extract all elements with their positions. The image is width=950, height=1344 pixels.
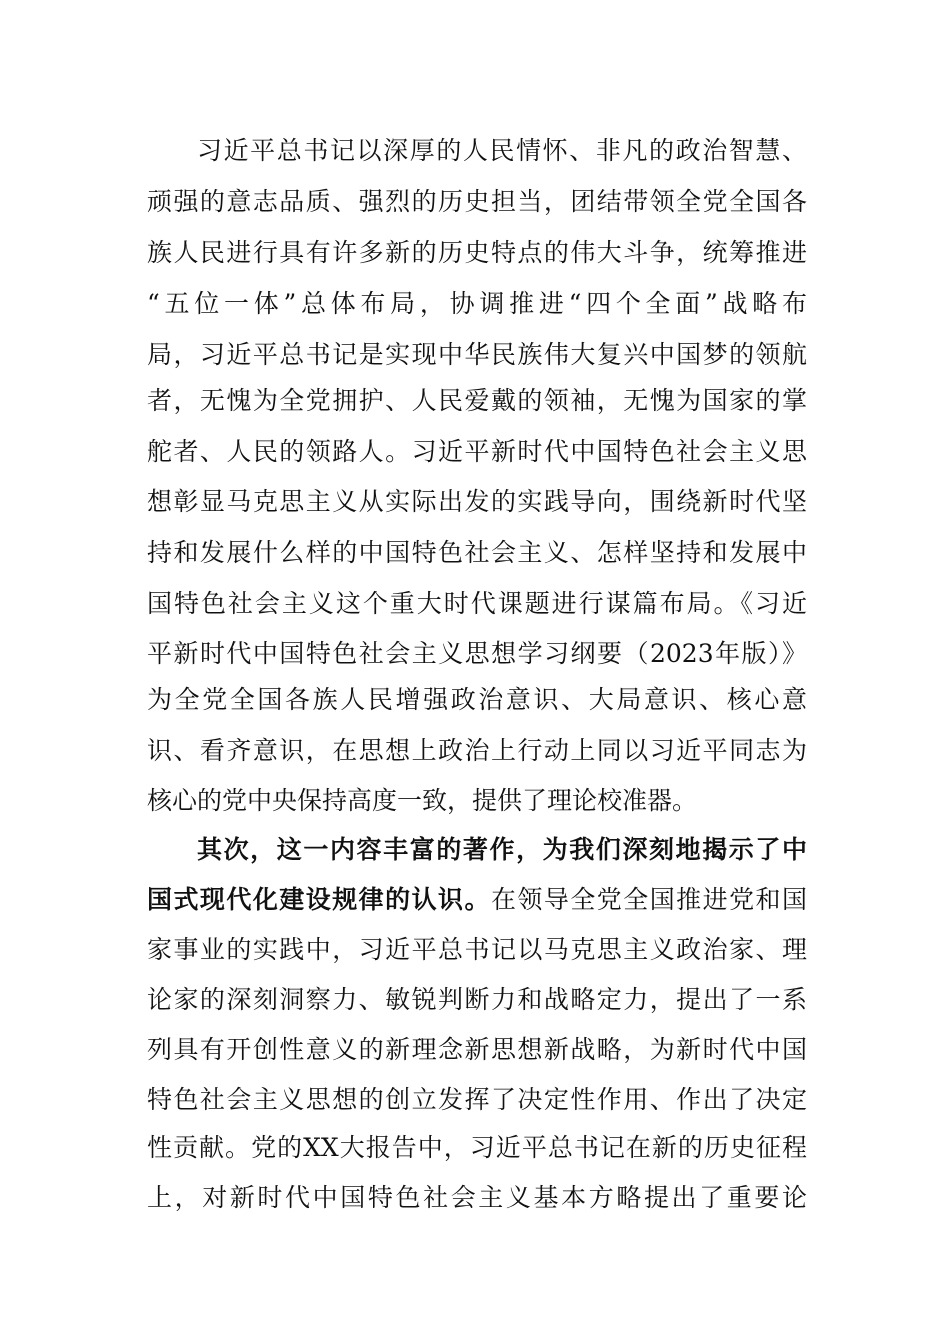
paragraph-1-line-12: 为全党全国各族人民增强政治意识、大局意识、核心意 <box>147 685 807 714</box>
paragraph-2-line-2-bold-part: 国式现代化建设规律的认识。 <box>147 885 491 914</box>
paragraph-1-line-13: 识、看齐意识，在思想上政治上行动上同以习近平同志为 <box>147 736 807 765</box>
paragraph-1-line-10: 国特色社会主义这个重大时代课题进行谋篇布局。《习近 <box>147 589 807 618</box>
paragraph-1-line-7: 舵者、人民的领路人。习近平新时代中国特色社会主义思 <box>147 437 807 466</box>
paragraph-1-line-5: 局，习近平总书记是实现中华民族伟大复兴中国梦的领航 <box>147 340 807 369</box>
paragraph-2-line-8: 上，对新时代中国特色社会主义基本方略提出了重要论 <box>147 1183 807 1212</box>
paragraph-2-line-3: 家事业的实践中，习近平总书记以马克思主义政治家、理 <box>147 935 807 964</box>
paragraph-2-line-1-bold: 其次，这一内容丰富的著作，为我们深刻地揭示了中 <box>197 835 807 864</box>
paragraph-1-line-1: 习近平总书记以深厚的人民情怀、非凡的政治智慧、 <box>197 136 807 165</box>
paragraph-1-line-3: 族人民进行具有许多新的历史特点的伟大斗争，统筹推进 <box>147 238 807 267</box>
paragraph-1-line-2: 顽强的意志品质、强烈的历史担当，团结带领全党全国各 <box>147 187 807 216</box>
paragraph-1-line-6: 者，无愧为全党拥护、人民爱戴的领袖，无愧为国家的掌 <box>147 386 807 415</box>
paragraph-1-line-11: 平新时代中国特色社会主义思想学习纲要（2023年版）》 <box>147 639 807 668</box>
paragraph-2-line-5: 列具有开创性意义的新理念新思想新战略，为新时代中国 <box>147 1035 807 1064</box>
paragraph-1-line-14: 核心的党中央保持高度一致，提供了理论校准器。 <box>147 786 698 815</box>
paragraph-1-line-8: 想彰显马克思主义从实际出发的实践导向，围绕新时代坚 <box>147 487 807 516</box>
paragraph-1-line-9: 持和发展什么样的中国特色社会主义、怎样坚持和发展中 <box>147 538 807 567</box>
paragraph-2-line-2 <box>147 880 807 920</box>
paragraph-2-line-4: 论家的深刻洞察力、敏锐判断力和战略定力，提出了一系 <box>147 985 807 1014</box>
paragraph-2-line-2-normal-part: 在领导全党全国推进党和国 <box>490 885 807 914</box>
paragraph-1-line-4: “五位一体”总体布局，协调推进“四个全面”战略布 <box>147 289 807 318</box>
paragraph-2-line-6: 特色社会主义思想的创立发挥了决定性作用、作出了决定 <box>147 1085 807 1114</box>
paragraph-2-line-7: 性贡献。党的XX大报告中，习近平总书记在新的历史征程 <box>147 1133 807 1162</box>
